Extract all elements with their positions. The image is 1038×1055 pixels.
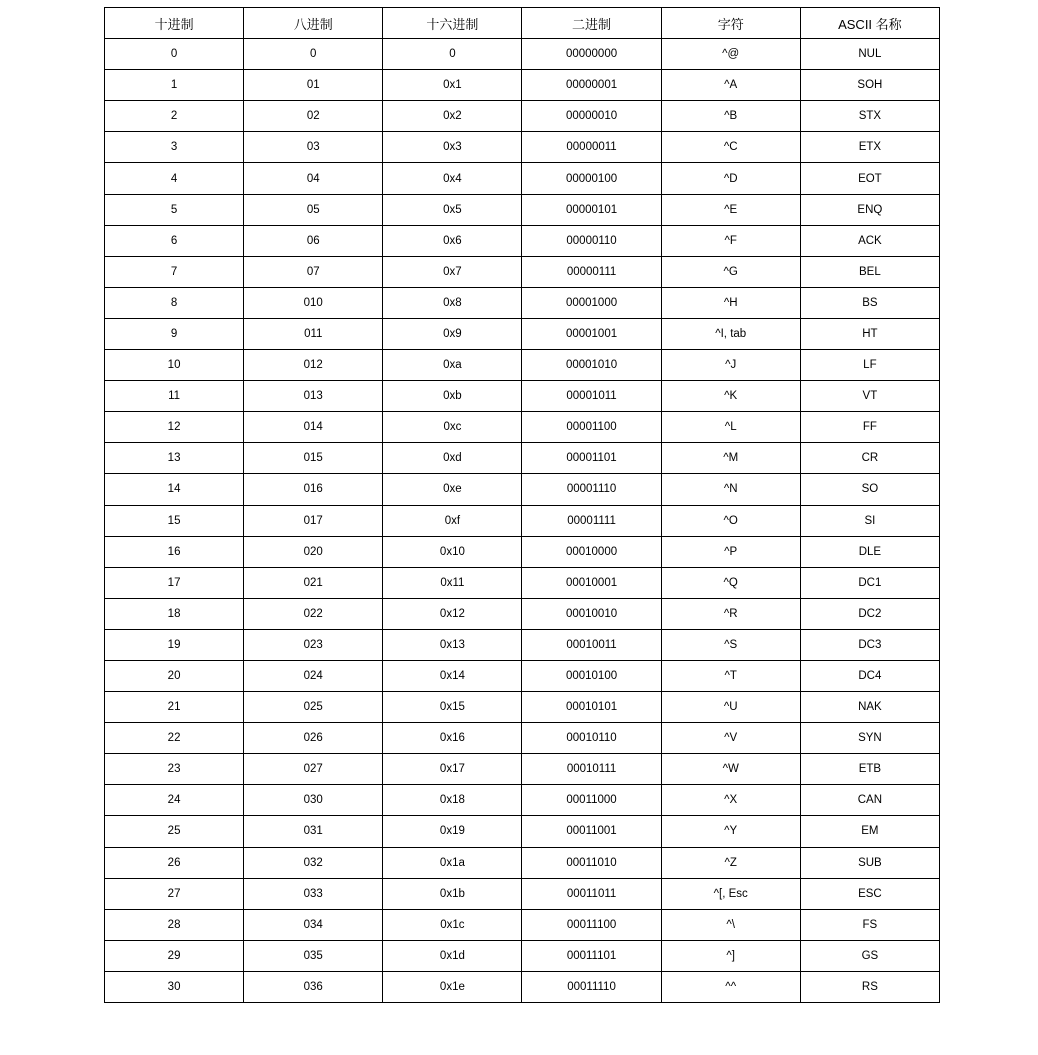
hex-cell: 0x1d	[383, 940, 522, 971]
decimal-cell: 4	[105, 163, 244, 194]
binary-cell: 00001101	[522, 443, 661, 474]
decimal-cell: 21	[105, 692, 244, 723]
decimal-cell: 22	[105, 723, 244, 754]
hex-cell: 0x13	[383, 629, 522, 660]
character-cell: ^U	[661, 692, 800, 723]
ascii-name-cell: NAK	[800, 692, 939, 723]
hex-cell: 0x18	[383, 785, 522, 816]
decimal-cell: 6	[105, 225, 244, 256]
octal-cell: 021	[244, 567, 383, 598]
hex-cell: 0xe	[383, 474, 522, 505]
octal-cell: 012	[244, 350, 383, 381]
binary-cell: 00000100	[522, 163, 661, 194]
octal-cell: 07	[244, 256, 383, 287]
octal-cell: 06	[244, 225, 383, 256]
table-row	[105, 878, 940, 909]
octal-cell: 015	[244, 443, 383, 474]
table-row	[105, 940, 940, 971]
header-binary: 二进制	[522, 8, 661, 39]
ascii-table	[104, 7, 940, 1003]
header-character: 字符	[661, 8, 800, 39]
table-row	[105, 909, 940, 940]
octal-cell: 03	[244, 132, 383, 163]
hex-cell: 0xd	[383, 443, 522, 474]
character-cell: ^H	[661, 287, 800, 318]
octal-cell: 013	[244, 381, 383, 412]
binary-cell: 00000001	[522, 70, 661, 101]
decimal-cell: 11	[105, 381, 244, 412]
ascii-name-cell: EM	[800, 816, 939, 847]
table-row	[105, 536, 940, 567]
ascii-name-cell: GS	[800, 940, 939, 971]
octal-cell: 034	[244, 909, 383, 940]
table-row	[105, 163, 940, 194]
table-row	[105, 350, 940, 381]
header-octal: 八进制	[244, 8, 383, 39]
octal-cell: 020	[244, 536, 383, 567]
decimal-cell: 29	[105, 940, 244, 971]
ascii-name-cell: SUB	[800, 847, 939, 878]
table-row	[105, 692, 940, 723]
character-cell: ^M	[661, 443, 800, 474]
decimal-cell: 15	[105, 505, 244, 536]
octal-cell: 05	[244, 194, 383, 225]
decimal-cell: 1	[105, 70, 244, 101]
octal-cell: 032	[244, 847, 383, 878]
decimal-cell: 18	[105, 598, 244, 629]
table-row	[105, 660, 940, 691]
table-row	[105, 412, 940, 443]
decimal-cell: 9	[105, 318, 244, 349]
table-row	[105, 754, 940, 785]
octal-cell: 01	[244, 70, 383, 101]
decimal-cell: 8	[105, 287, 244, 318]
character-cell: ^S	[661, 629, 800, 660]
character-cell: ^V	[661, 723, 800, 754]
ascii-name-cell: SOH	[800, 70, 939, 101]
binary-cell: 00001011	[522, 381, 661, 412]
character-cell: ^K	[661, 381, 800, 412]
table-row	[105, 70, 940, 101]
hex-cell: 0x15	[383, 692, 522, 723]
table-row	[105, 971, 940, 1002]
binary-cell: 00011000	[522, 785, 661, 816]
ascii-name-cell: CR	[800, 443, 939, 474]
ascii-name-cell: ENQ	[800, 194, 939, 225]
ascii-name-cell: LF	[800, 350, 939, 381]
binary-cell: 00011001	[522, 816, 661, 847]
decimal-cell: 30	[105, 971, 244, 1002]
character-cell: ^A	[661, 70, 800, 101]
decimal-cell: 26	[105, 847, 244, 878]
octal-cell: 011	[244, 318, 383, 349]
ascii-name-cell: ACK	[800, 225, 939, 256]
hex-cell: 0x6	[383, 225, 522, 256]
ascii-name-cell: FF	[800, 412, 939, 443]
ascii-name-cell: DC3	[800, 629, 939, 660]
binary-cell: 00010110	[522, 723, 661, 754]
character-cell: ^[, Esc	[661, 878, 800, 909]
hex-cell: 0x14	[383, 660, 522, 691]
octal-cell: 0	[244, 39, 383, 70]
ascii-name-cell: ETX	[800, 132, 939, 163]
binary-cell: 00001001	[522, 318, 661, 349]
table-row	[105, 629, 940, 660]
character-cell: ^D	[661, 163, 800, 194]
ascii-name-cell: BEL	[800, 256, 939, 287]
binary-cell: 00010001	[522, 567, 661, 598]
decimal-cell: 2	[105, 101, 244, 132]
binary-cell: 00000101	[522, 194, 661, 225]
character-cell: ^@	[661, 39, 800, 70]
ascii-name-cell: VT	[800, 381, 939, 412]
octal-cell: 022	[244, 598, 383, 629]
binary-cell: 00010111	[522, 754, 661, 785]
ascii-name-cell: DC1	[800, 567, 939, 598]
binary-cell: 00010010	[522, 598, 661, 629]
octal-cell: 036	[244, 971, 383, 1002]
table-row	[105, 474, 940, 505]
binary-cell: 00001111	[522, 505, 661, 536]
ascii-name-cell: ETB	[800, 754, 939, 785]
table-row	[105, 816, 940, 847]
hex-cell: 0x10	[383, 536, 522, 567]
table-row	[105, 318, 940, 349]
binary-cell: 00010011	[522, 629, 661, 660]
octal-cell: 033	[244, 878, 383, 909]
character-cell: ^^	[661, 971, 800, 1002]
hex-cell: 0x5	[383, 194, 522, 225]
binary-cell: 00001100	[522, 412, 661, 443]
octal-cell: 026	[244, 723, 383, 754]
hex-cell: 0x4	[383, 163, 522, 194]
table-row	[105, 723, 940, 754]
ascii-name-cell: HT	[800, 318, 939, 349]
hex-cell: 0x12	[383, 598, 522, 629]
hex-cell: 0x17	[383, 754, 522, 785]
octal-cell: 017	[244, 505, 383, 536]
table-row	[105, 101, 940, 132]
ascii-name-cell: DC2	[800, 598, 939, 629]
decimal-cell: 0	[105, 39, 244, 70]
table-row	[105, 194, 940, 225]
octal-cell: 010	[244, 287, 383, 318]
binary-cell: 00000010	[522, 101, 661, 132]
hex-cell: 0x1	[383, 70, 522, 101]
hex-cell: 0x19	[383, 816, 522, 847]
hex-cell: 0xc	[383, 412, 522, 443]
octal-cell: 02	[244, 101, 383, 132]
decimal-cell: 7	[105, 256, 244, 287]
decimal-cell: 27	[105, 878, 244, 909]
ascii-name-cell: FS	[800, 909, 939, 940]
octal-cell: 024	[244, 660, 383, 691]
hex-cell: 0x11	[383, 567, 522, 598]
hex-cell: 0x3	[383, 132, 522, 163]
binary-cell: 00010000	[522, 536, 661, 567]
table-header-row	[105, 8, 940, 39]
table-row	[105, 598, 940, 629]
character-cell: ^T	[661, 660, 800, 691]
hex-cell: 0xf	[383, 505, 522, 536]
table-row	[105, 287, 940, 318]
ascii-name-cell: BS	[800, 287, 939, 318]
table-row	[105, 443, 940, 474]
ascii-name-cell: ESC	[800, 878, 939, 909]
character-cell: ^Y	[661, 816, 800, 847]
binary-cell: 00001110	[522, 474, 661, 505]
binary-cell: 00011011	[522, 878, 661, 909]
header-ascii-name: ASCII 名称	[800, 8, 939, 39]
hex-cell: 0xb	[383, 381, 522, 412]
hex-cell: 0x1a	[383, 847, 522, 878]
character-cell: ^C	[661, 132, 800, 163]
character-cell: ^E	[661, 194, 800, 225]
ascii-name-cell: DC4	[800, 660, 939, 691]
binary-cell: 00011110	[522, 971, 661, 1002]
table-row	[105, 847, 940, 878]
character-cell: ^O	[661, 505, 800, 536]
decimal-cell: 13	[105, 443, 244, 474]
table-row	[105, 256, 940, 287]
ascii-name-cell: STX	[800, 101, 939, 132]
hex-cell: 0x8	[383, 287, 522, 318]
ascii-name-cell: SYN	[800, 723, 939, 754]
character-cell: ^B	[661, 101, 800, 132]
character-cell: ^G	[661, 256, 800, 287]
binary-cell: 00010100	[522, 660, 661, 691]
hex-cell: 0x2	[383, 101, 522, 132]
hex-cell: 0x1e	[383, 971, 522, 1002]
decimal-cell: 20	[105, 660, 244, 691]
character-cell: ^I, tab	[661, 318, 800, 349]
octal-cell: 025	[244, 692, 383, 723]
ascii-name-cell: SO	[800, 474, 939, 505]
octal-cell: 014	[244, 412, 383, 443]
decimal-cell: 14	[105, 474, 244, 505]
ascii-name-cell: CAN	[800, 785, 939, 816]
hex-cell: 0x1c	[383, 909, 522, 940]
hex-cell: 0xa	[383, 350, 522, 381]
table-row	[105, 39, 940, 70]
header-decimal: 十进制	[105, 8, 244, 39]
octal-cell: 023	[244, 629, 383, 660]
character-cell: ^N	[661, 474, 800, 505]
character-cell: ^Q	[661, 567, 800, 598]
character-cell: ^F	[661, 225, 800, 256]
octal-cell: 030	[244, 785, 383, 816]
ascii-name-cell: RS	[800, 971, 939, 1002]
decimal-cell: 5	[105, 194, 244, 225]
binary-cell: 00011100	[522, 909, 661, 940]
binary-cell: 00000000	[522, 39, 661, 70]
table-row	[105, 225, 940, 256]
decimal-cell: 12	[105, 412, 244, 443]
table-row	[105, 505, 940, 536]
binary-cell: 00001010	[522, 350, 661, 381]
decimal-cell: 24	[105, 785, 244, 816]
character-cell: ^\	[661, 909, 800, 940]
hex-cell: 0	[383, 39, 522, 70]
character-cell: ^Z	[661, 847, 800, 878]
octal-cell: 04	[244, 163, 383, 194]
octal-cell: 027	[244, 754, 383, 785]
binary-cell: 00011101	[522, 940, 661, 971]
character-cell: ^W	[661, 754, 800, 785]
table-row	[105, 785, 940, 816]
character-cell: ^J	[661, 350, 800, 381]
character-cell: ^P	[661, 536, 800, 567]
decimal-cell: 16	[105, 536, 244, 567]
decimal-cell: 10	[105, 350, 244, 381]
ascii-name-cell: SI	[800, 505, 939, 536]
ascii-name-cell: DLE	[800, 536, 939, 567]
binary-cell: 00000011	[522, 132, 661, 163]
character-cell: ^X	[661, 785, 800, 816]
binary-cell: 00000111	[522, 256, 661, 287]
binary-cell: 00011010	[522, 847, 661, 878]
hex-cell: 0x16	[383, 723, 522, 754]
header-hex: 十六进制	[383, 8, 522, 39]
ascii-name-cell: NUL	[800, 39, 939, 70]
ascii-name-cell: EOT	[800, 163, 939, 194]
octal-cell: 035	[244, 940, 383, 971]
character-cell: ^]	[661, 940, 800, 971]
binary-cell: 00001000	[522, 287, 661, 318]
decimal-cell: 28	[105, 909, 244, 940]
hex-cell: 0x7	[383, 256, 522, 287]
character-cell: ^L	[661, 412, 800, 443]
binary-cell: 00000110	[522, 225, 661, 256]
table-row	[105, 567, 940, 598]
decimal-cell: 25	[105, 816, 244, 847]
octal-cell: 016	[244, 474, 383, 505]
decimal-cell: 23	[105, 754, 244, 785]
table-body	[105, 39, 940, 1003]
hex-cell: 0x1b	[383, 878, 522, 909]
character-cell: ^R	[661, 598, 800, 629]
table-row	[105, 132, 940, 163]
decimal-cell: 17	[105, 567, 244, 598]
table-row	[105, 381, 940, 412]
octal-cell: 031	[244, 816, 383, 847]
decimal-cell: 19	[105, 629, 244, 660]
hex-cell: 0x9	[383, 318, 522, 349]
binary-cell: 00010101	[522, 692, 661, 723]
decimal-cell: 3	[105, 132, 244, 163]
